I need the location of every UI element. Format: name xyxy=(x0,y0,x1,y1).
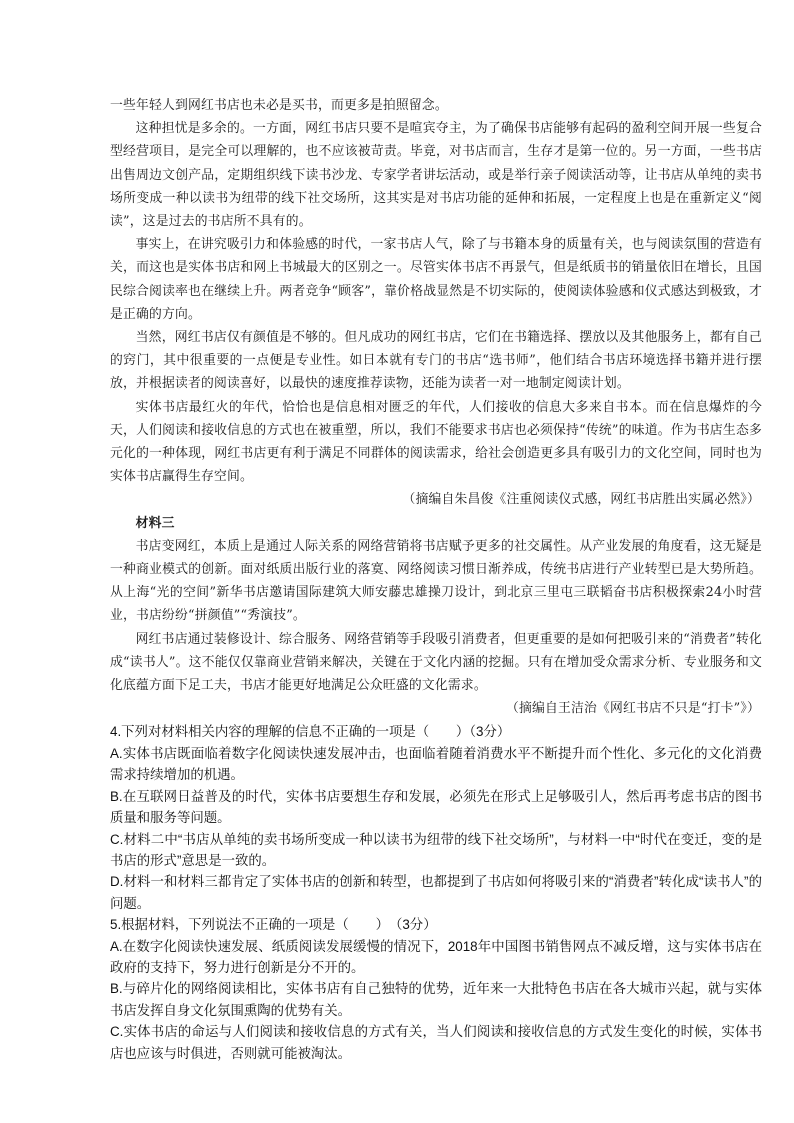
exam-page xyxy=(110,94,762,1064)
passage-paragraph: 网红书店通过装修设计、综合服务、网络营销等手段吸引消费者，但更重要的是如何把吸引来的“消费者”转化成“读书人”。这不能仅仅靠商业营销来解决，关键在于文化内涵的挖掘。只有在增加受众需求分析、专业服务和文化底蕴方面下足工夫，书店才能更好地满足公众旺盛的文化需求。 xyxy=(110,631,762,694)
question-4-option-a: A.实体书店既面临着数字化阅读快速发展冲击，也面临着随着消费水平不断提升而个性化、多元化的文化消费需求持续增加的机遇。 xyxy=(110,745,762,783)
question-5-stem: 5.根据材料，下列说法不正确的一项是（ ） （3分） xyxy=(110,917,437,933)
question-4-stem: 4.下列对材料相关内容的理解的信息不正确的一项是（ ）（3分） xyxy=(110,724,511,740)
question-section xyxy=(110,721,762,1064)
passage-paragraph: 这种担忧是多余的。一方面，网红书店只要不是喧宾夺主，为了确保书店能够有起码的盈利空间开展一些复合型经营项目，是完全可以理解的，也不应该被苛责。毕竟，对书店而言，生存才是第一位的。另一方面，一些书店出售周边文创产品，定期组织线下读书沙龙、专家学者讲坛活动，或是举行亲子阅读活动等，让书店从单纯的卖书场所变成一种以读书为纽带的线下社交场所，这其实是对书店功能的延伸和拓展，一定程度上也是在重新定义“阅读”，这是过去的书店所不具有的。 xyxy=(110,121,762,230)
question-4-option-b: B.在互联网日益普及的时代，实体书店要想生存和发展，必须先在形式上足够吸引人，然后再考虑书店的图书质量和服务等问题。 xyxy=(110,788,762,826)
passage-paragraph: 实体书店最红火的年代，恰恰也是信息相对匮乏的年代，人们接收的信息大多来自书本。而在信息爆炸的今天，人们阅读和接收信息的方式也在被重塑，所以，我们不能要求书店也必须保持“传统”的味道。作为书店生态多元化的一种体现，网红书店更有利于满足不同群体的阅读需求，给社会创造更多具有吸引力的文化空间，同时也为实体书店赢得生存空间。 xyxy=(110,399,762,485)
question-4-option-c: C.材料二中“书店从单纯的卖书场所变成一种以读书为纽带的线下社交场所”，与材料一中“时代在变迁，变的是书店的形式”意思是一致的。 xyxy=(110,831,762,868)
material-2-source: （摘编自朱昌俊《注重阅读仪式感，网红书店胜出实属必然》） xyxy=(402,492,760,508)
passage-paragraph: 一些年轻人到网红书店也未必是买书，而更多是拍照留念。 xyxy=(110,98,448,113)
passage-paragraph: 当然，网红书店仅有颜值是不够的。但凡成功的网红书店，它们在书籍选择、摆放以及其他服务上，都有自己的窍门，其中很重要的一点便是专业性。如日本就有专门的书店“选书师”，他们结合书店环境选择书籍并进行摆放，并根据读者的阅读喜好，以最快的速度推荐读物，还能为读者一对一地制定阅读计划。 xyxy=(110,330,762,392)
question-5-option-b: B.与碎片化的网络阅读相比，实体书店有自己独特的优势，近年来一大批特色书店在各大城市兴起，就与实体书店发挥自身文化氛围熏陶的优势有关。 xyxy=(110,981,762,1018)
passage-paragraph: 书店变网红，本质上是通过人际关系的网络营销将书店赋予更多的社交属性。从产业发展的角度看，这无疑是一种商业模式的创新。面对纸质出版行业的落寞、网络阅读习惯日渐养成，传统书店进行产业转型已是大势所趋。从上海“光的空间”新华书店邀请国际建筑大师安藤忠雄操刀设计，到北京三里屯三联韬奋书店积极探索24小时营业，书店纷纷“拼颜值”“秀演技”。 xyxy=(110,538,762,624)
question-5-option-a: A.在数字化阅读快速发展、纸质阅读发展缓慢的情况下，2018年中国图书销售网点不减反增，这与实体书店在政府的支持下，努力进行创新是分不开的。 xyxy=(110,938,762,975)
reading-passage xyxy=(110,94,762,720)
material-3-source: （摘编自王洁治《网红书店不只是“打卡”》） xyxy=(505,701,760,717)
material-3-heading: 材料三 xyxy=(135,515,175,531)
question-4-option-d: D.材料一和材料三都肯定了实体书店的创新和转型，也都提到了书店如何将吸引来的“消费者”转化成“读书人”的问题。 xyxy=(110,874,762,911)
question-5-option-c: C.实体书店的命运与人们阅读和接收信息的方式有关，当人们阅读和接收信息的方式发生变化的时候，实体书店也应该与时俱进，否则就可能被淘汰。 xyxy=(110,1024,762,1061)
passage-paragraph: 事实上，在讲究吸引力和体验感的时代，一家书店人气，除了与书籍本身的质量有关，也与阅读氛围的营造有关，而这也是实体书店和网上书城最大的区别之一。尽管实体书店不再景气，但是纸质书的销量依旧在增长，且国民综合阅读率也在继续上升。两者竞争“顾客”，靠价格战显然是不切实际的，使阅读体验感和仪式感达到极致，才是正确的方向。 xyxy=(110,237,762,322)
